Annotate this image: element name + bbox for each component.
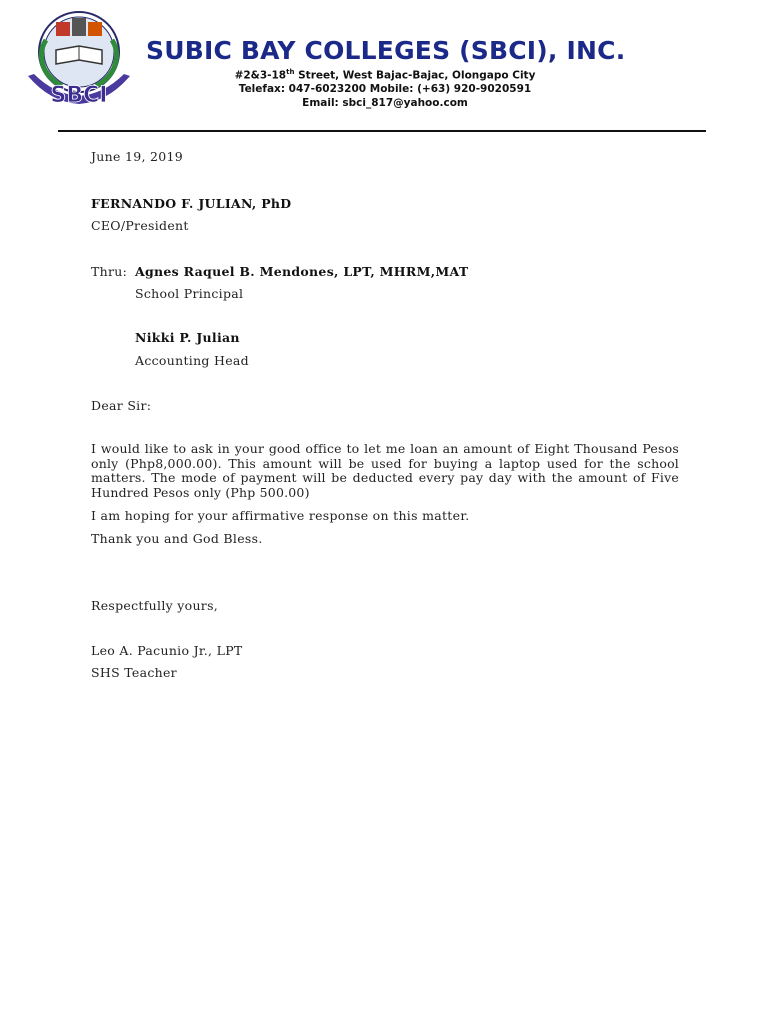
header-divider — [58, 130, 706, 132]
sender-title: SHS Teacher — [91, 665, 177, 680]
recipient-name: FERNANDO F. JULIAN, PhD — [91, 196, 292, 211]
email-line: Email: sbci_817@yahoo.com — [302, 97, 468, 109]
address-line: #2&3-18th Street, West Bajac-Bajac, Olongapo City — [234, 68, 536, 82]
recipient-title: CEO/President — [91, 218, 189, 233]
closing: Respectfully yours, — [91, 598, 219, 613]
thru2-name: Nikki P. Julian — [135, 330, 240, 345]
sender-name: Leo A. Pacunio Jr., LPT — [91, 643, 243, 658]
thanks-line: Thank you and God Bless. — [91, 531, 263, 546]
letter-date: June 19, 2019 — [91, 149, 184, 164]
letter-body: I would like to ask in your good office to let me loan an amount of Eight Thousand Pesos only (Php8,000.00). This amount will be used for buying a laptop used for the school matters. The mode of payment will be deducted every pay day with the amount of Five Hundred Pesos only (Php 500.00) — [91, 441, 679, 500]
thru1-title: School Principal — [135, 286, 244, 301]
logo-text: SBCI — [50, 83, 108, 108]
thru2-title: Accounting Head — [135, 353, 249, 368]
school-logo — [20, 6, 138, 110]
telefax-line: Telefax: 047-6023200 Mobile: (+63) 920-9020591 — [238, 83, 532, 95]
thru1-name: Agnes Raquel B. Mendones, LPT, MHRM,MAT — [135, 264, 469, 279]
thru-label: Thru: — [91, 264, 128, 279]
org-name: SUBIC BAY COLLEGES (SBCI), INC. — [146, 36, 626, 65]
hope-line: I am hoping for your affirmative response on this matter. — [91, 508, 470, 523]
salutation: Dear Sir: — [91, 398, 152, 413]
